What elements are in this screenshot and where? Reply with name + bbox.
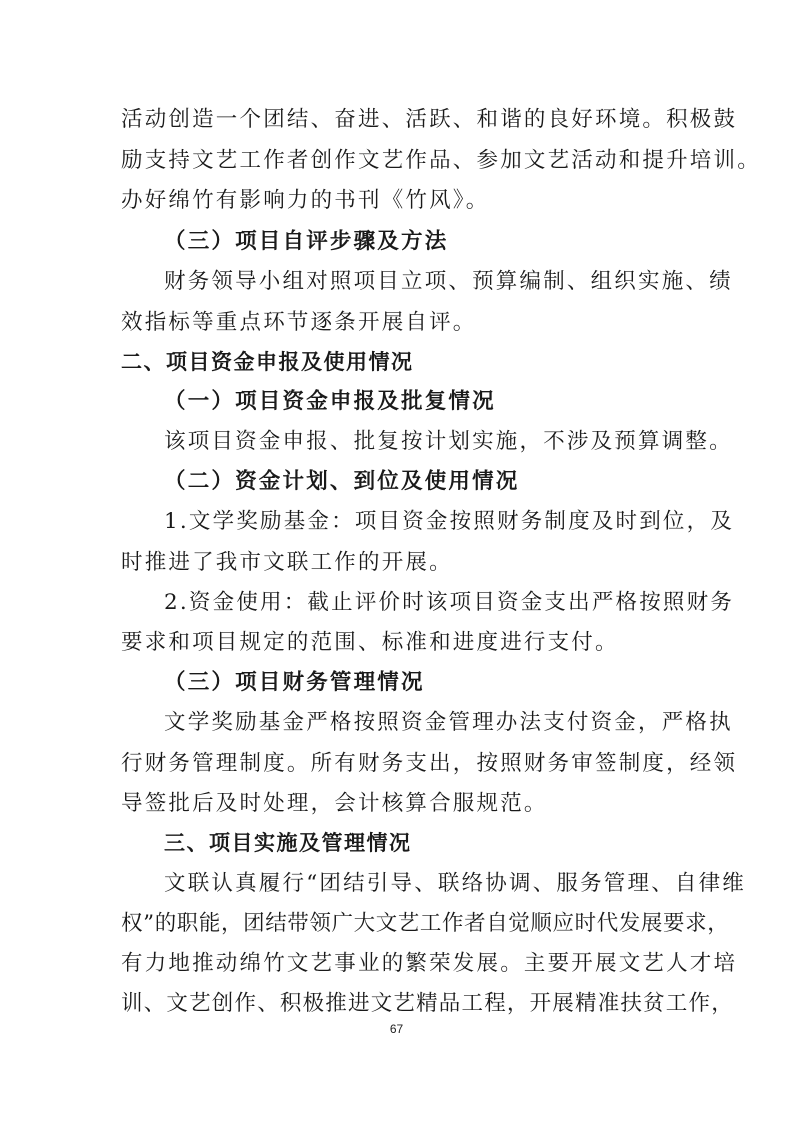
subsection-heading: （三）项目自评步骤及方法 (164, 229, 449, 254)
page-number: 67 (389, 1022, 404, 1036)
paragraph-line: 办好绵竹有影响力的书刊《竹风》。 (121, 188, 490, 213)
subsection-heading: （二）资金计划、到位及使用情况 (164, 469, 520, 494)
paragraph-line: 1.文学奖励基金：项目资金按照财务制度及时到位，及 (164, 509, 735, 534)
paragraph-line: 该项目资金申报、批复按计划实施，不涉及预算调整。 (164, 429, 733, 454)
section-heading: 三、项目实施及管理情况 (164, 831, 412, 855)
paragraph-line: 2.资金使用：截止评价时该项目资金支出严格按照财务 (164, 590, 735, 615)
section-heading: 二、项目资金申报及使用情况 (121, 350, 414, 374)
paragraph-line: 励支持文艺工作者创作文艺作品、参加文艺活动和提升培训。 (121, 148, 761, 173)
paragraph-line: 要求和项目规定的范围、标准和进度进行支付。 (121, 630, 619, 655)
paragraph-line: 时推进了我市文联工作的开展。 (121, 550, 453, 575)
paragraph-line: 权”的职能，团结带领广大文艺工作者自觉顺应时代发展要求， (121, 911, 730, 936)
paragraph-line: 训、文艺创作、积极推进文艺精品工程，开展精准扶贫工作， (121, 991, 734, 1016)
paragraph-line: 行财务管理制度。所有财务支出，按照财务审签制度，经领 (121, 751, 738, 776)
paragraph-line: 财务领导小组对照项目立项、预算编制、组织实施、绩 (164, 269, 733, 294)
paragraph-line: 文学奖励基金严格按照资金管理办法支付资金，严格执 (164, 710, 733, 735)
paragraph-line: 活动创造一个团结、奋进、活跃、和谐的良好环境。积极鼓 (121, 107, 738, 132)
subsection-heading: （一）项目资金申报及批复情况 (164, 389, 496, 414)
paragraph-line: 导签批后及时处理，会计核算合服规范。 (121, 791, 548, 816)
subsection-heading: （三）项目财务管理情况 (164, 670, 425, 695)
paragraph-line: 效指标等重点环节逐条开展自评。 (121, 310, 477, 335)
paragraph-line: 文联认真履行“团结引导、联络协调、服务管理、自律维 (164, 871, 746, 896)
paragraph-line: 有力地推动绵竹文艺事业的繁荣发展。主要开展文艺人才培 (121, 951, 738, 976)
